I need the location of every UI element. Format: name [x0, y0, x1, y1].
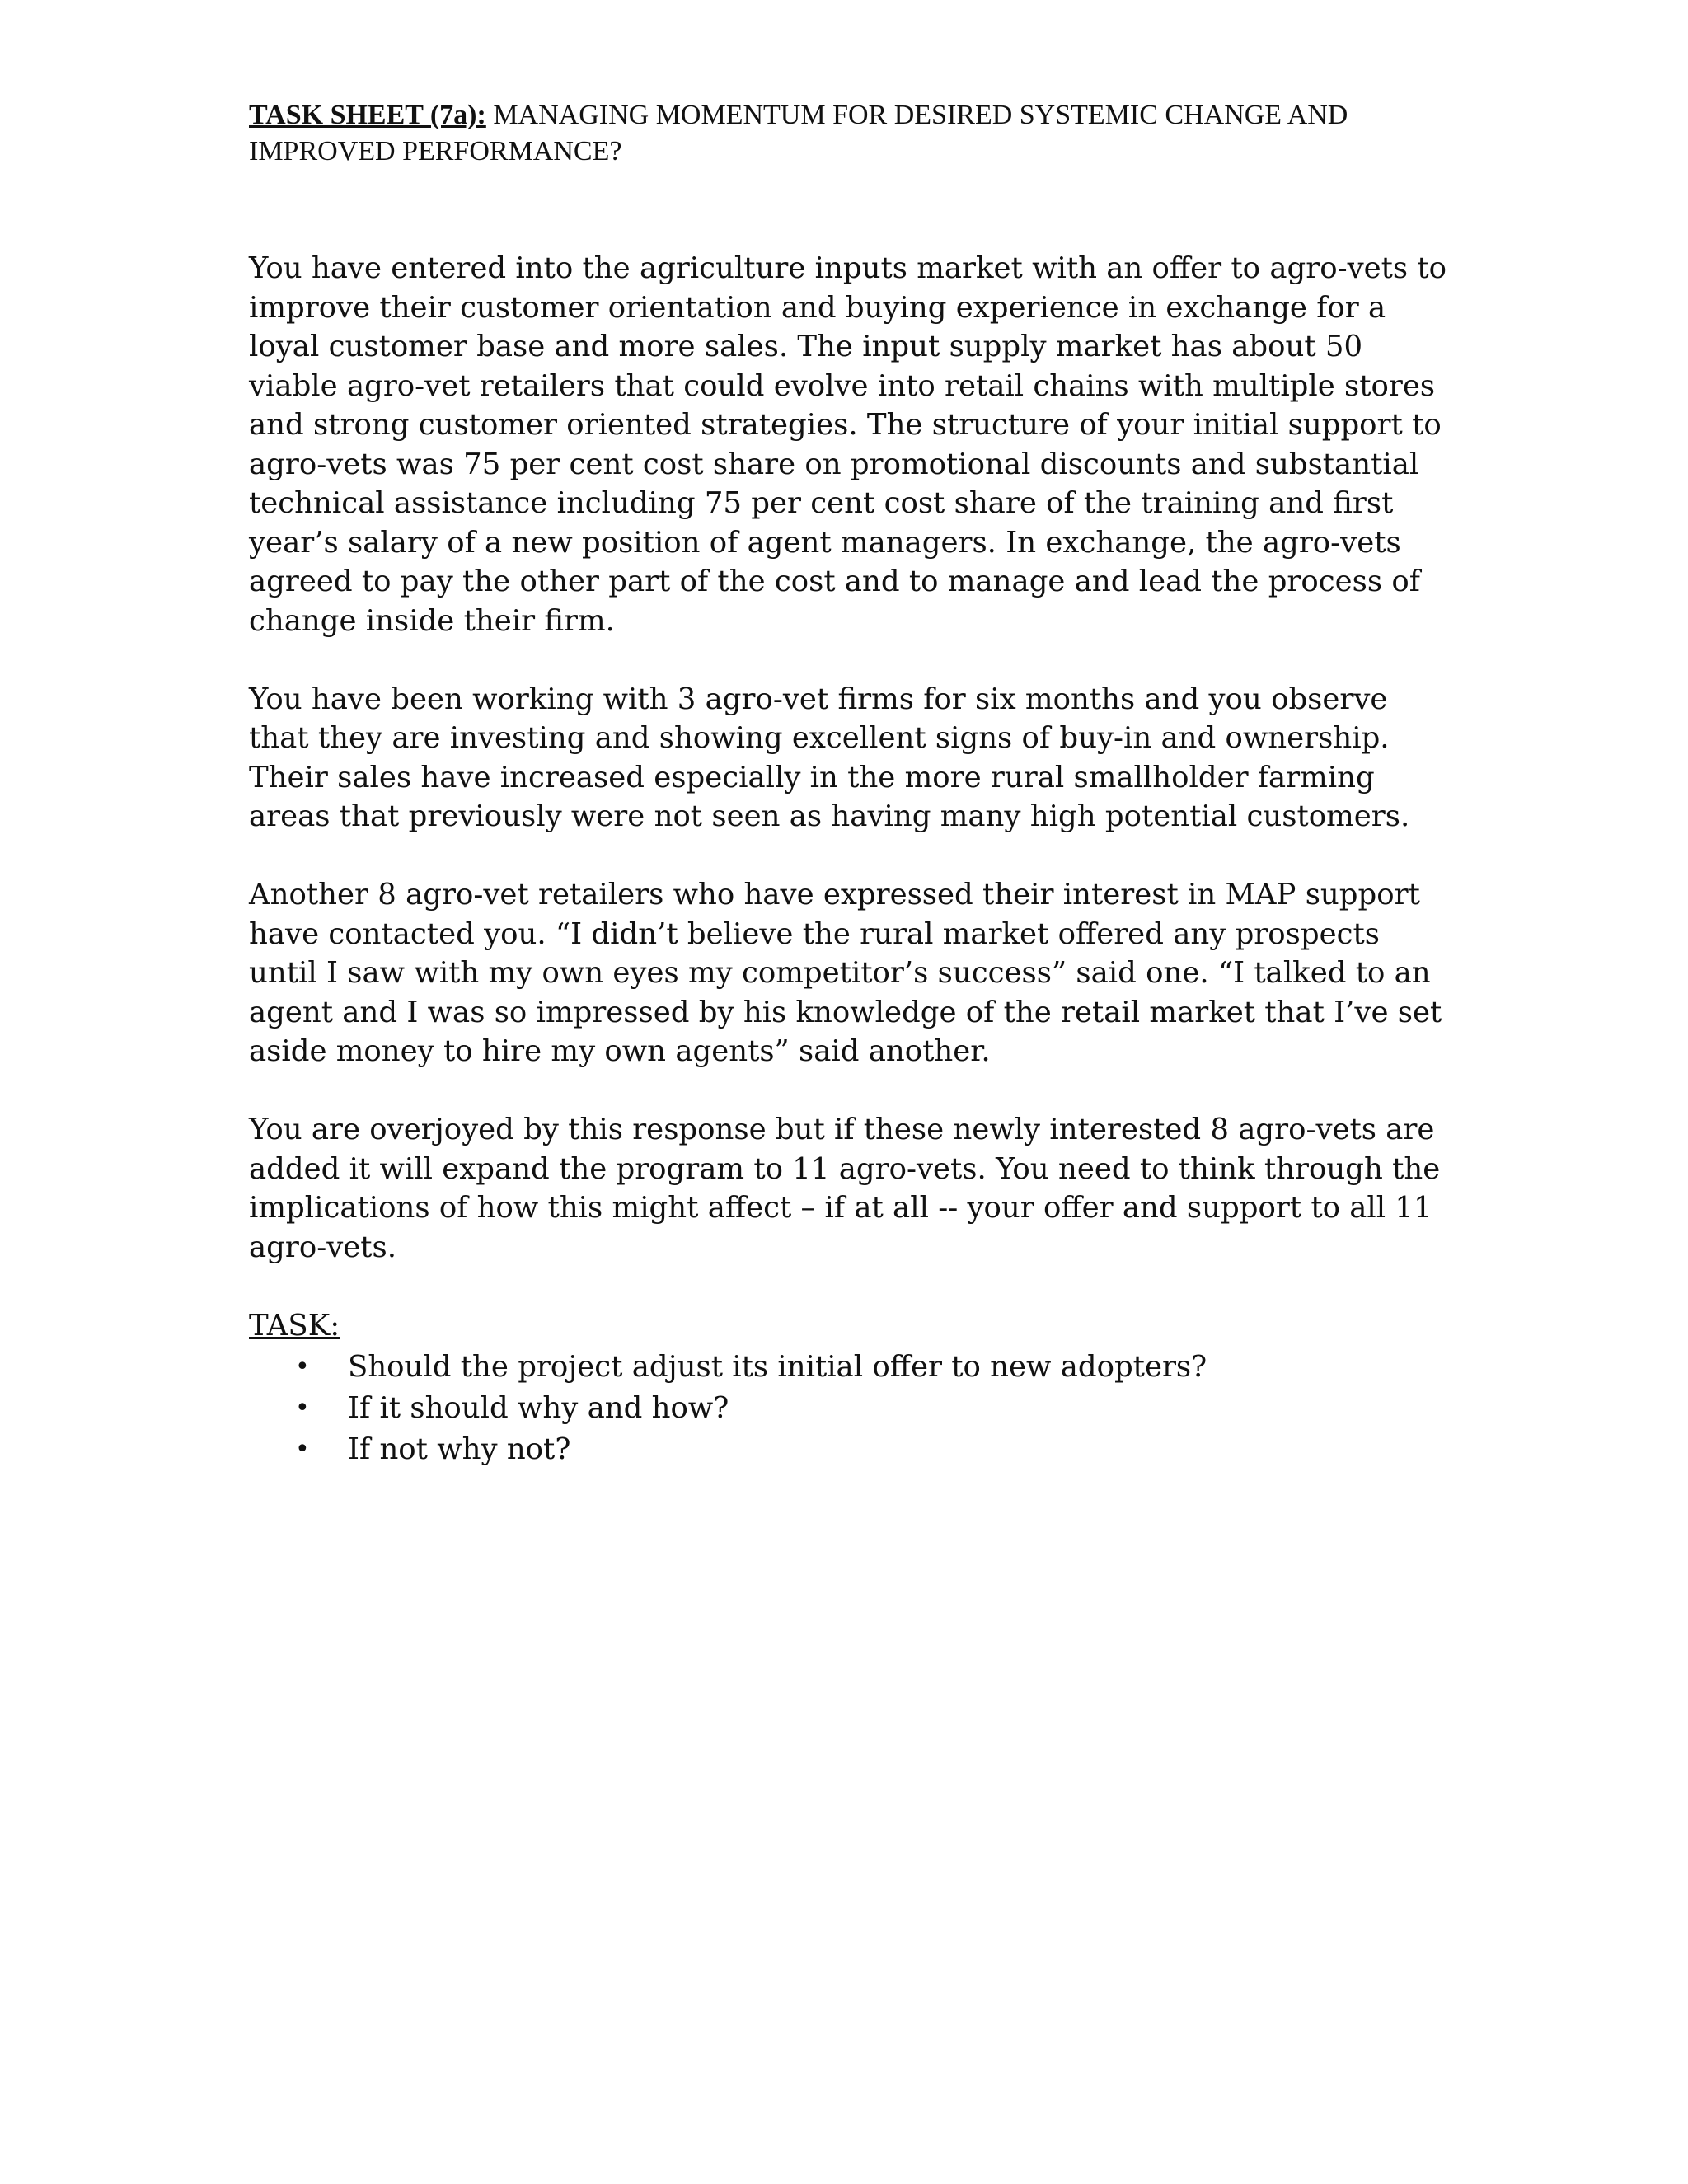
paragraph-implications: You are overjoyed by this response but if these newly interested 8 agro-vets are added it will expand the program to 11 agro-vets. You need to think through the implications of how this might affect – if at all -- your offer and support to all 11 agro-vets. [249, 1113, 1441, 1264]
bullet-icon: • [295, 1435, 310, 1464]
task-item [249, 1347, 1452, 1388]
task-item-text: If it should why and how? [348, 1391, 729, 1425]
bullet-icon: • [295, 1352, 310, 1381]
task-sheet-title: MANAGING MOMENTUM FOR DESIRED SYSTEMIC CHANGE AND IMPROVED PERFORMANCE? [249, 100, 1348, 166]
task-item-text: If not why not? [348, 1432, 571, 1466]
document-body [249, 97, 1452, 1470]
paragraph-new-interest: Another 8 agro-vet retailers who have expressed their interest in MAP support have contacted you. “I didn’t believe the rural market offered any prospects until I saw with my own eyes my competitor’s success” said one. “I talked to an agent and I was so impressed by his knowledge of the retail market that I’ve set aside money to hire my own agents” said another. [249, 878, 1442, 1068]
paragraph-progress: You have been working with 3 agro-vet firms for six months and you observe that they are investing and showing excellent signs of buy-in and ownership. Their sales have increased especially in the more rural smallholder farming areas that previously were not seen as having many high potential customers. [249, 682, 1410, 833]
task-item [249, 1429, 1452, 1470]
task-item-text: Should the project adjust its initial offer to new adopters? [348, 1350, 1207, 1384]
task-label: TASK: [249, 1309, 340, 1343]
task-item [249, 1388, 1452, 1429]
paragraph-market-entry: You have entered into the agriculture inputs market with an offer to agro-vets to improve their customer orientation and buying experience in exchange for a loyal customer base and more sales. The input supply market has about 50 viable agro-vet retailers that could evolve into retail chains with multiple stores and strong customer oriented strategies. The structure of your initial support to agro-vets was 75 per cent cost share on promotional discounts and substantial technical assistance including 75 per cent cost share of the training and first year’s salary of a new position of agent managers. In exchange, the agro-vets agreed to pay the other part of the cost and to manage and lead the process of change inside their firm. [249, 251, 1447, 638]
bullet-icon: • [295, 1394, 310, 1422]
task-sheet-label: TASK SHEET (7a): [249, 100, 486, 130]
task-sheet-heading [249, 97, 1452, 170]
task-list [249, 1347, 1452, 1470]
